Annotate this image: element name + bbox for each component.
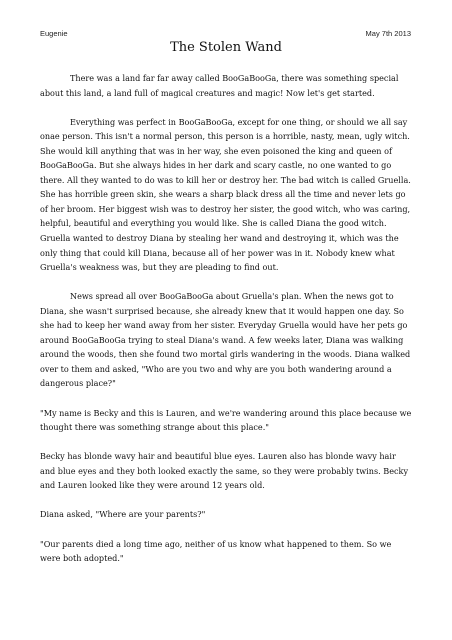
story-body (40, 71, 412, 566)
paragraph-gruella: Everything was perfect in BooGaBooGa, except for one thing, or should we all say onae person. This isn't a normal person, this person is a horrible, nasty, mean, ugly witch. She would kill anything that was in her way, she even poisoned the king and queen of BooGaBooGa. But she always hides in her dark and scary castle, no one wanted to go there. All they wanted to do was to kill her or destroy her. The bad witch is called Gruella. She has horrible green skin, she wears a sharp black dress all the time and never lets go of her broom. Her biggest wish was to destroy her sister, the good witch, who was caring, helpful, beautiful and everything you would like. She is called Diana the good witch. Gruella wanted to destroy Diana by stealing her wand and destroying it, which was the only thing that could kill Diana, because all of her power was in it. Nobody knew what Gruella's weakness was, but they are pleading to find out. (40, 116, 411, 273)
paragraph-twins: Becky has blonde wavy hair and beautiful blue eyes. Lauren also has blonde wavy hair and blue eyes and they both looked exactly the same, so they were probably twins. Becky and Lauren looked like they were around 12 years old. (40, 451, 409, 491)
paragraph-news: News spread all over BooGaBooGa about Gruella's plan. When the news got to Diana, she wasn't surprised because, she already knew that it would happen one day. So she had to keep her wand away from her sister. Everyday Gruella would have her pets go around BooGaBooGa trying to steal Diana's wand. A few weeks later, Diana was walking around the woods, then she found two mortal girls wandering in the woods. Diana walked over to them and asked, "Who are you two and why are you both wandering around a dangerous place?" (40, 291, 411, 389)
paragraph-parents: "Our parents died a long time ago, neither of us know what happened to them. So we were both adopted." (40, 538, 392, 564)
story-title: The Stolen Wand (170, 40, 282, 55)
paragraph-intro: There was a land far far away called BooGaBooGa, there was something special about this land, a land full of magical creatures and magic! Now let's get started. (40, 73, 399, 98)
paragraph-becky-reply: "My name is Becky and this is Lauren, and we're wandering around this place because we thought there was something strange about this place." (40, 407, 412, 433)
header-date: May 7th 2013 (365, 29, 411, 38)
header-author: Eugenie (40, 29, 68, 38)
paragraph-diana-asks: Diana asked, "Where are your parents?" (40, 509, 206, 520)
